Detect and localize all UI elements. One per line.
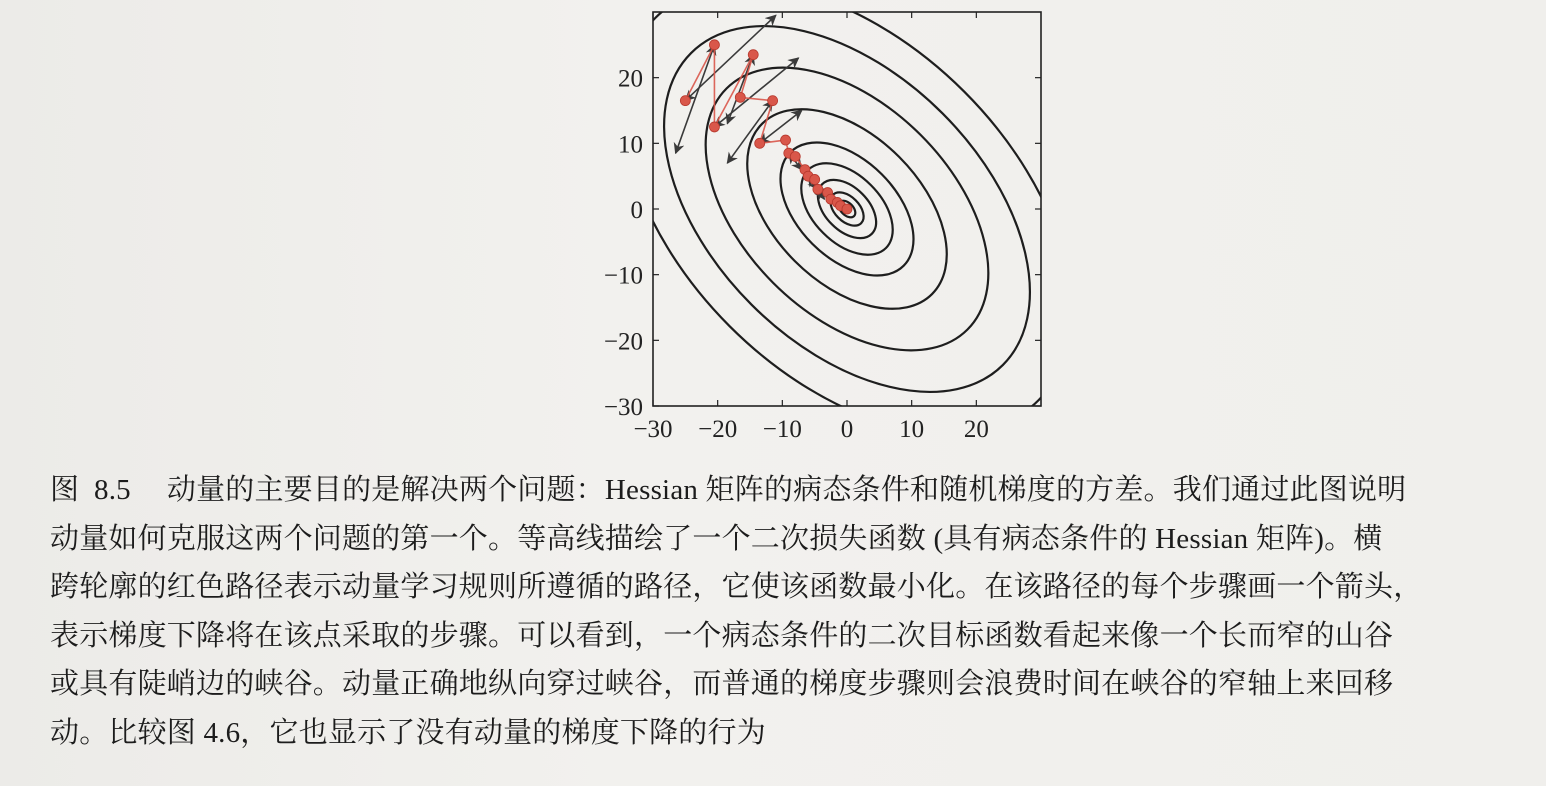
- x-tick-label: 0: [840, 416, 854, 443]
- caption-line-5: 或具有陡峭边的峡谷。动量正确地纵向穿过峡谷，而普通的梯度步骤则会浪费时间在峡谷的窄轴上来回移: [50, 668, 1394, 700]
- momentum-step-point: [755, 138, 765, 148]
- y-tick-label: 20: [618, 65, 643, 93]
- x-tick-label: −30: [633, 416, 673, 443]
- figure-caption: [50, 466, 1540, 757]
- contour-line: [596, 0, 1080, 450]
- momentum-step-point: [709, 122, 719, 132]
- caption-line-6: 动。比较图 4.6，它也显示了没有动量的梯度下降的行为: [50, 716, 766, 749]
- x-tick-label: 20: [963, 416, 989, 443]
- gradient-arrow: [714, 58, 798, 127]
- momentum-step-point: [735, 92, 745, 102]
- caption-text: 动量的主要目的是解决两个问题：Hessian 矩阵的病态条件和随机梯度的方差。我们通过此图说明: [166, 474, 1407, 506]
- caption-line-3: 跨轮廓的红色路径表示动量学习规则所遵循的路径，它使该函数最小化。在该路径的每个步骤画一个箭头，: [50, 571, 1423, 603]
- caption-line-4: 表示梯度下降将在该点采取的步骤。可以看到，一个病态条件的二次目标函数看起来像一个长而窄的山谷: [50, 619, 1394, 652]
- momentum-step-point: [813, 184, 823, 194]
- caption-number: 8.5: [94, 474, 131, 506]
- caption-line-1: [50, 466, 1540, 515]
- momentum-step-point: [768, 96, 778, 106]
- caption-line-2: 动量如何克服这两个问题的第一个。等高线描绘了一个二次损失函数 (具有病态条件的 Hessian 矩阵)。横: [50, 522, 1383, 555]
- y-tick-label: 10: [618, 131, 643, 159]
- momentum-step-point: [680, 96, 690, 106]
- x-tick-label: −10: [762, 416, 802, 443]
- y-tick-label: −20: [603, 328, 643, 356]
- y-tick-label: −10: [603, 262, 643, 290]
- momentum-step-point: [810, 174, 820, 184]
- momentum-contour-figure: [560, 0, 1080, 450]
- y-tick-label: 0: [630, 197, 643, 224]
- momentum-step-point: [709, 40, 719, 50]
- x-tick-label: −20: [698, 416, 738, 443]
- momentum-step-point: [781, 135, 791, 145]
- momentum-step-point: [748, 50, 758, 60]
- y-tick-label: −30: [603, 394, 643, 421]
- x-axis-ticks: [630, 12, 989, 443]
- momentum-step-point: [790, 151, 800, 161]
- x-tick-label: 10: [899, 416, 925, 443]
- momentum-step-point: [842, 204, 852, 214]
- y-axis-ticks: [604, 66, 1041, 421]
- caption-label: 图: [50, 474, 81, 506]
